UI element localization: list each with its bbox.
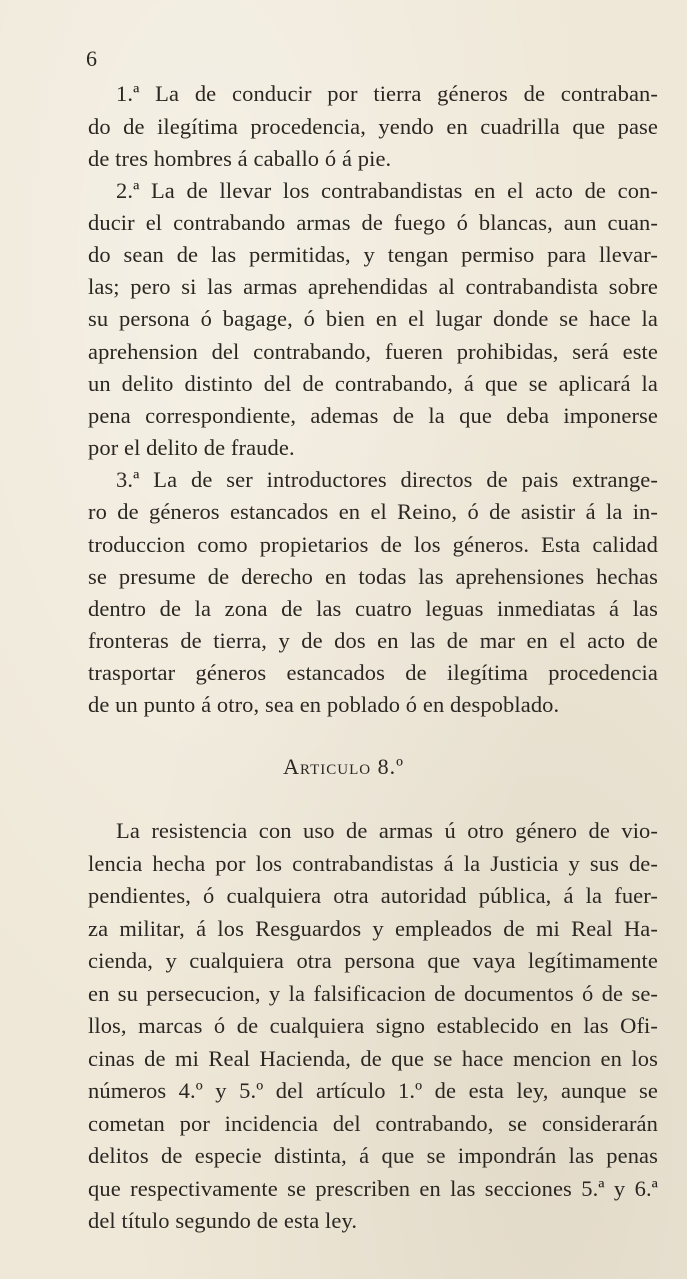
text-line: las; pero si las armas aprehendidas al contrabandista sobre — [88, 274, 658, 299]
text-line: 2.ª La de llevar los contrabandistas en el acto de con- — [116, 178, 658, 203]
text-line: su persona ó bagage, ó bien en el lugar donde se hace la — [88, 306, 658, 331]
text-line: se presume de derecho en todas las aprehensiones hechas — [88, 564, 658, 589]
text-line: ro de géneros estancados en el Reino, ó de asistir á la in- — [88, 499, 658, 524]
text-line: por el delito de fraude. — [88, 435, 295, 460]
text-line: La resistencia con uso de armas ú otro género de vio- — [116, 818, 658, 843]
text-line: do de ilegítima procedencia, yendo en cuadrilla que pase — [88, 114, 658, 139]
text-line: llos, marcas ó de cualquiera signo establecido en las Ofi- — [88, 1013, 658, 1038]
text-line: do sean de las permitidas, y tengan permiso para llevar- — [88, 242, 658, 267]
text-line: números 4.º y 5.º del artículo 1.º de esta ley, aunque se — [88, 1078, 658, 1103]
text-line: un delito distinto del de contrabando, á que se aplicará la — [88, 371, 658, 396]
text-line: ducir el contrabando armas de fuego ó blancas, aun cuan- — [88, 210, 658, 235]
text-line: 3.ª La de ser introductores directos de pais extrange- — [116, 467, 658, 492]
text-line: pena correspondiente, ademas de la que deba imponerse — [88, 403, 658, 428]
text-line: 1.ª La de conducir por tierra géneros de contraban- — [116, 81, 658, 106]
text-line: fronteras de tierra, y de dos en las de mar en el acto de — [88, 628, 658, 653]
text-line: dentro de la zona de las cuatro leguas inmediatas á las — [88, 596, 658, 621]
text-line: cometan por incidencia del contrabando, se considerarán — [88, 1111, 658, 1136]
text-line: trasportar géneros estancados de ilegítima procedencia — [88, 660, 658, 685]
text-line: que respectivamente se prescriben en las secciones 5.ª y 6.ª — [88, 1176, 658, 1201]
article-heading: Articulo 8.º — [283, 754, 404, 779]
text-line: cienda, y cualquiera otra persona que vaya legítimamente — [88, 948, 658, 973]
text-line: lencia hecha por los contrabandistas á la Justicia y sus de- — [88, 851, 658, 876]
text-line: de tres hombres á caballo ó á pie. — [88, 146, 392, 171]
text-line: aprehension del contrabando, fueren prohibidas, será este — [88, 339, 658, 364]
text-line: troduccion como propietarios de los géneros. Esta calidad — [88, 532, 658, 557]
text-line: del título segundo de esta ley. — [88, 1208, 358, 1233]
text-line: cinas de mi Real Hacienda, de que se hace mencion en los — [88, 1046, 658, 1071]
text-line: en su persecucion, y la falsificacion de documentos ó de se- — [88, 981, 658, 1006]
page-number: 6 — [86, 46, 97, 71]
text-line: za militar, á los Resguardos y empleados de mi Real Ha- — [88, 916, 658, 941]
text-line: delitos de especie distinta, á que se impondrán las penas — [88, 1143, 658, 1168]
text-line: pendientes, ó cualquiera otra autoridad pública, á la fuer- — [88, 883, 658, 908]
text-line: de un punto á otro, sea en poblado ó en despoblado. — [88, 692, 560, 717]
